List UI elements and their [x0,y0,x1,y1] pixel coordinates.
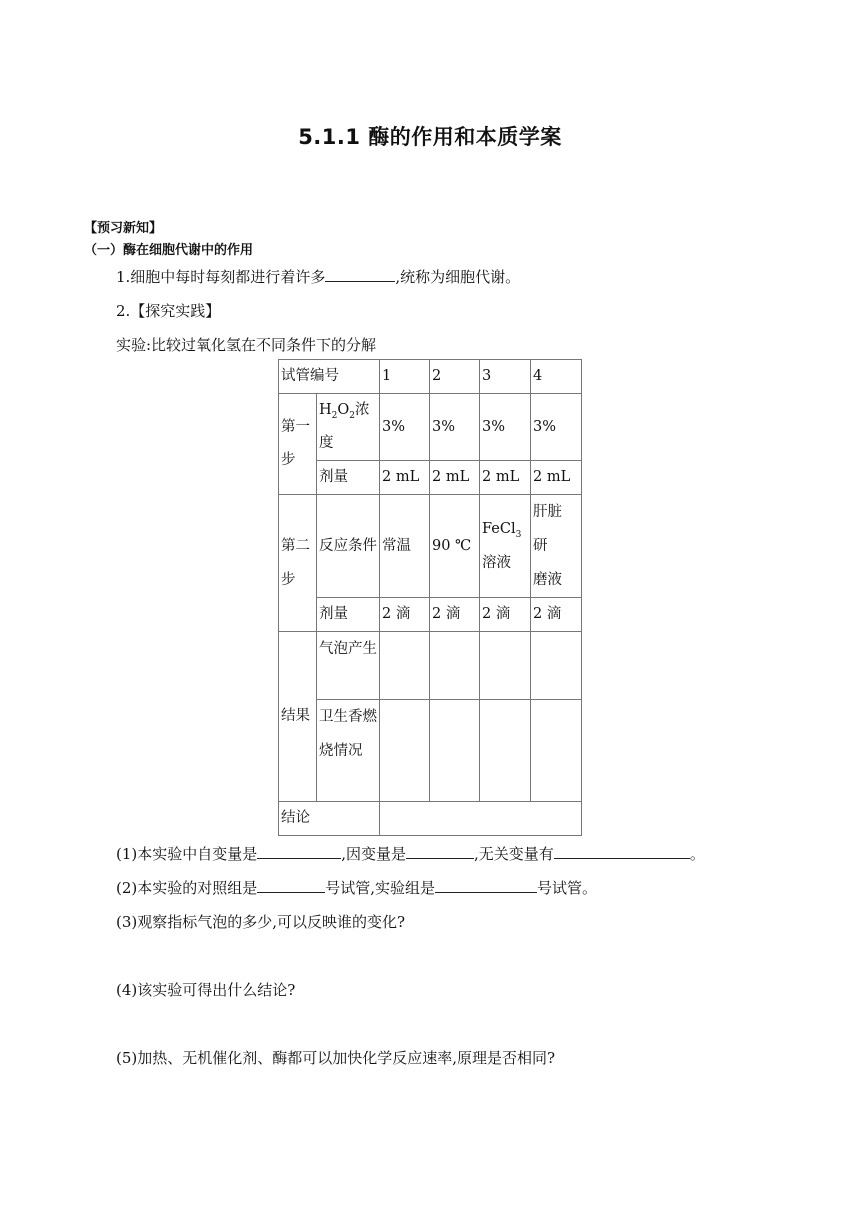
conclusion-answer-cell[interactable] [380,802,582,836]
experiment-table [278,359,582,836]
dose-value: 2 mL [480,461,531,495]
concentration-value: 3% [480,394,531,461]
dose-label: 剂量 [317,598,380,632]
step-1-label: 第一步 [279,394,317,495]
section-header: 【预习新知】 [84,221,163,236]
answer-blank[interactable] [325,267,395,282]
dose-value: 2 滴 [380,598,430,632]
condition-value: 常温 [380,495,430,598]
answer-blank[interactable] [406,844,474,859]
dose-value: 2 mL [380,461,430,495]
table-row [279,461,582,495]
header-label-cell: 试管编号 [279,360,380,394]
answer-blank[interactable] [257,878,325,893]
question-line [116,877,597,898]
answer-cell[interactable] [480,632,531,700]
table-row [279,802,582,836]
answer-cell[interactable] [430,700,480,802]
question-text: ,无关变量有 [474,845,554,863]
dose-value: 2 滴 [480,598,531,632]
question-text: (1)本实验中自变量是 [116,845,258,863]
question-1-line [116,266,520,287]
experiment-title: 实验:比较过氧化氢在不同条件下的分解 [116,336,377,354]
dose-value: 2 mL [430,461,480,495]
question-5: (5)加热、无机催化剂、酶都可以加快化学反应速率,原理是否相同? [116,1049,556,1067]
tube-number: 1 [380,360,430,394]
conclusion-label: 结论 [279,802,380,836]
concentration-value: 3% [430,394,480,461]
answer-cell[interactable] [430,632,480,700]
answer-blank[interactable] [257,844,341,859]
concentration-value: 3% [380,394,430,461]
question-text: 号试管,实验组是 [325,879,436,897]
subsection-header: （一）酶在细胞代谢中的作用 [84,243,254,258]
dose-value: 2 滴 [531,598,582,632]
question-text: ,因变量是 [341,845,407,863]
page-title: 5.1.1 酶的作用和本质学案 [298,125,562,149]
question-4: (4)该实验可得出什么结论? [116,981,296,999]
question-text: (2)本实验的对照组是 [116,879,258,897]
tube-number: 4 [531,360,582,394]
dose-label: 剂量 [317,461,380,495]
table-row [279,700,582,802]
concentration-label: $H_2O_2$浓度 [317,394,380,461]
condition-value: 90 ℃ [430,495,480,598]
question-text: 号试管。 [537,879,598,897]
answer-cell[interactable] [531,632,582,700]
concentration-value: 3% [531,394,582,461]
table-row [279,632,582,700]
question-line [116,843,705,864]
answer-cell[interactable] [531,700,582,802]
result-incense-label: 卫生香燃烧情况 [317,700,380,802]
tube-number: 3 [480,360,531,394]
question-1-suffix: ,统称为细胞代谢。 [395,268,521,286]
question-3: (3)观察指标气泡的多少,可以反映谁的变化? [116,913,406,931]
answer-blank[interactable] [554,844,690,859]
result-label: 结果 [279,632,317,802]
question-text: 。 [689,845,705,863]
table-row [279,598,582,632]
answer-blank[interactable] [435,878,537,893]
condition-value: FeCl$_3$ 溶液 [480,495,531,598]
answer-cell[interactable] [480,700,531,802]
dose-value: 2 mL [531,461,582,495]
question-2-heading: 2.【探究实践】 [116,302,221,320]
step-2-label: 第二步 [279,495,317,632]
question-1-prefix: 1.细胞中每时每刻都进行着许多 [116,268,326,286]
dose-value: 2 滴 [430,598,480,632]
answer-cell[interactable] [380,632,430,700]
condition-label: 反应条件 [317,495,380,598]
table-row [279,495,582,598]
table-row [279,394,582,461]
condition-value: 肝脏 研 磨液 [531,495,582,598]
answer-cell[interactable] [380,700,430,802]
table-row [279,360,582,394]
tube-number: 2 [430,360,480,394]
result-bubbles-label: 气泡产生 [317,632,380,700]
